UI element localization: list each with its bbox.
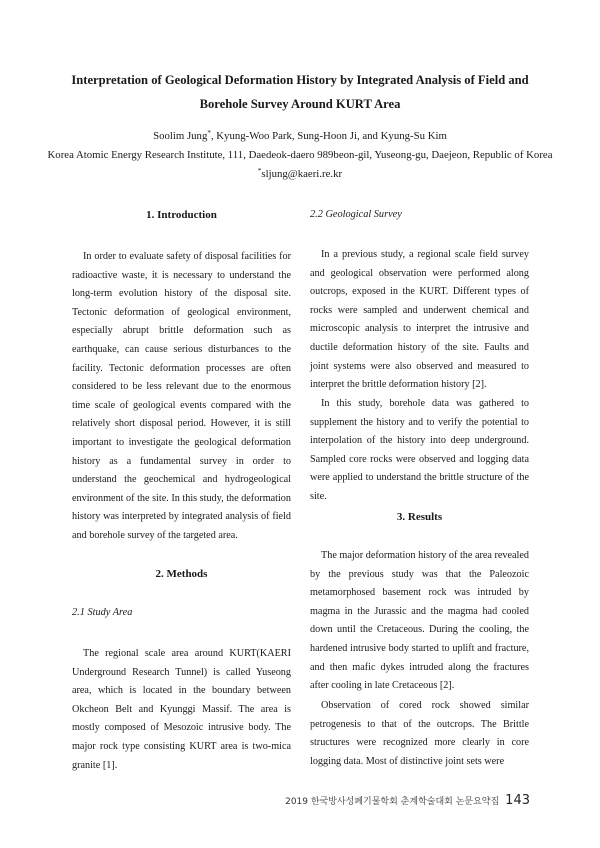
study-area-body: The regional scale area around KURT(KAERI Underground Research Tunnel) is called Yuseong area, which is located in the boundary between Okcheon Belt and Kyunggi Massif. The area is mostly composed of Mesozoic intrusive body. The major rock type consisting KURT area is two-mica granite [1]. bbox=[72, 648, 291, 771]
geological-survey-body-2: In this study, borehole data was gathered to supplement the history and to verify the potential to interpolation of the history into deep underground. Sampled core rocks were observed and logging data were applied to understand the brittle structure of the site. bbox=[310, 398, 529, 502]
section-heading-introduction: 1. Introduction bbox=[146, 209, 217, 221]
author-email[interactable]: sljung@kaeri.re.kr bbox=[261, 168, 343, 180]
section-heading-results: 3. Results bbox=[396, 511, 443, 523]
title-line-2: Borehole Survey Around KURT Area bbox=[199, 97, 401, 111]
page-footer bbox=[285, 793, 530, 808]
author-names bbox=[40, 127, 560, 146]
co-authors: , Kyung-Woo Park, Sung-Hoon Ji, and Kyung-Su Kim bbox=[210, 130, 447, 142]
proceedings-title: 2019 한국방사성폐기물학회 춘계학술대회 논문요약집 bbox=[285, 797, 500, 807]
subsection-heading-study-area: 2.1 Study Area bbox=[72, 607, 133, 618]
corresponding-mark: * bbox=[207, 129, 211, 137]
results-body-1: The major deformation history of the area revealed by the previous study was that the Paleozoic metamorphosed basement rock was intruded by magma in the Jurassic and the magma had cooled down until the Cretaceous. During the cooling, the hardened intrusive body started to uplift and fracture, and then mafic dykes intruded along the fractures after cooling in late Cretaceous [2]. bbox=[310, 550, 529, 692]
affiliation: Korea Atomic Energy Research Institute, 111, Daedeok-daero 989beon-gil, Yuseong-gu, Daejeon, Republic of Korea bbox=[47, 149, 553, 161]
results-body-2: Observation of cored rock showed similar petrogenesis to that of the outcrops. The Brittle structures were recognized more clearly in core logging data. Most of distinctive joint sets were bbox=[310, 700, 529, 767]
title-line-1: Interpretation of Geological Deformation History by Integrated Analysis of Field and bbox=[71, 73, 529, 87]
first-author: Soolim Jung bbox=[153, 130, 208, 142]
author-block bbox=[40, 127, 560, 184]
geological-survey-body-1: In a previous study, a regional scale field survey and geological observation were performed along outcrops, exposed in the KURT. Different types of rocks were sampled and underwent chemical and microscopic analysis to interpret the intrusive and ductile deformation history of the site. Faults and joint systems were also observed and measured to interpret the brittle deformation history [2]. bbox=[310, 249, 529, 391]
paper-title bbox=[70, 68, 530, 116]
subsection-heading-geological-survey: 2.2 Geological Survey bbox=[310, 209, 402, 220]
email-line bbox=[40, 165, 560, 184]
section-heading-methods: 2. Methods bbox=[155, 568, 208, 580]
page-number: 143 bbox=[505, 793, 530, 808]
email-mark: * bbox=[257, 167, 262, 175]
introduction-body: In order to evaluate safety of disposal facilities for radioactive waste, it is necessary to understand the long-term evolution history of the disposal site. Tectonic deformation of geological environment, especially abrupt brittle deformation such as earthquake, can cause serious disturbances to the facility. Tectonic deformation processes are often considered to be less relevant due to the enormous time scale of geological events compared with the relatively short disposal period. However, it is still important to investigate the geological deformation history as a fundamental survey in order to understand the geochemical and hydrogeological environment of the site. In this study, the deformation history was interpreted by integrated analysis of field and borehole survey of the targeted area. bbox=[72, 251, 291, 541]
